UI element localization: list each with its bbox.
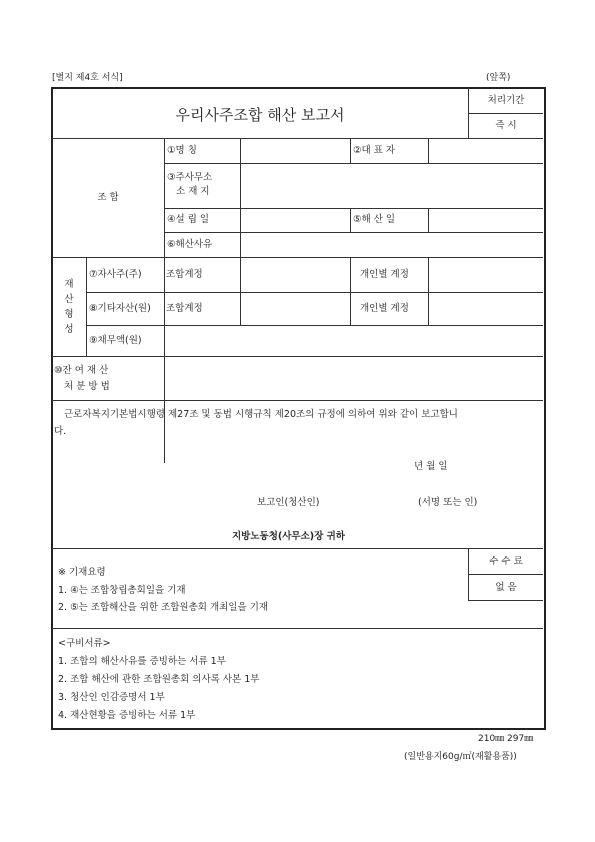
document-item-4: 4. 재산현황을 증빙하는 서류 1부: [58, 710, 196, 721]
representative-label: ②대 표 자: [353, 145, 396, 156]
fee-label: 수 수 료: [489, 556, 523, 567]
processing-period-label: 처리기간: [487, 95, 525, 106]
dissolution-reason-label: ⑥해산사유: [167, 239, 213, 250]
address-label-2: 소 재 지: [176, 186, 210, 197]
establishment-date-label: ④설 립 일: [167, 214, 210, 225]
other-assets-label: ⑧기타자산(원): [89, 303, 151, 314]
note-item-2: 2. ⑤는 조합해산을 위한 조합원총회 개최일을 기재: [58, 602, 269, 613]
fee-value: 없 음: [495, 582, 517, 593]
signature-label: (서명 또는 인): [418, 497, 478, 508]
other-assets-union-account-label: 조합계정: [166, 303, 203, 314]
debt-label: ⑨채무액(원): [89, 335, 142, 346]
asset-section-label-2: 산: [64, 294, 74, 305]
page-side: (앞쪽): [486, 73, 511, 83]
processing-period-value: 즉 시: [495, 120, 517, 131]
document-item-1: 1. 조합의 해산사유를 증빙하는 서류 1부: [58, 656, 226, 667]
asset-section-label-3: 형: [64, 309, 74, 320]
reporter-label: 보고인(청산인): [257, 497, 320, 508]
note-item-1: 1. ④는 조합창립총회일을 기재: [58, 585, 186, 596]
document-item-3: 3. 청산인 인감증명서 1부: [58, 692, 165, 703]
notes-title: ※ 기재요령: [58, 567, 106, 578]
own-stock-personal-account-label: 개인별 계정: [360, 269, 409, 280]
other-assets-personal-account-label: 개인별 계정: [360, 303, 409, 314]
statement-text: 근로자복지기본법시행령 제27조 및 동법 시행규칙 제20조의 규정에 의하여 위와 같이 보고합니: [64, 409, 458, 420]
paper-size: 210㎜ 297㎜: [478, 734, 534, 744]
documents-title: <구비서류>: [58, 638, 111, 649]
asset-section-label-4: 성: [64, 324, 74, 335]
asset-section-label-1: 재: [64, 279, 74, 290]
dissolution-date-label: ⑤해 산 일: [353, 214, 396, 225]
document-item-2: 2. 조합 해산에 관한 조합원총회 의사록 사본 1부: [58, 674, 260, 685]
name-label: ①명 칭: [167, 145, 197, 156]
addressee: 지방노동청(사무소)장 귀하: [232, 531, 345, 542]
form-number: [별지 제4호 서식]: [52, 73, 123, 83]
report-date: 년 월 일: [414, 461, 448, 472]
residual-assets-label: ⑩잔 여 재 산: [54, 365, 109, 376]
statement-text-2: 다.: [54, 426, 67, 437]
own-stock-label: ⑦자사주(주): [89, 269, 142, 280]
own-stock-union-account-label: 조합계정: [166, 269, 203, 280]
paper-spec: (일반용지60g/㎡(재활용품)): [404, 752, 517, 762]
residual-assets-label-2: 처 분 방 법: [64, 381, 110, 392]
address-label: ③주사무소: [167, 172, 213, 183]
page-title: 우리사주조합 해산 보고서: [175, 106, 345, 124]
union-section-label: 조 합: [97, 192, 119, 203]
